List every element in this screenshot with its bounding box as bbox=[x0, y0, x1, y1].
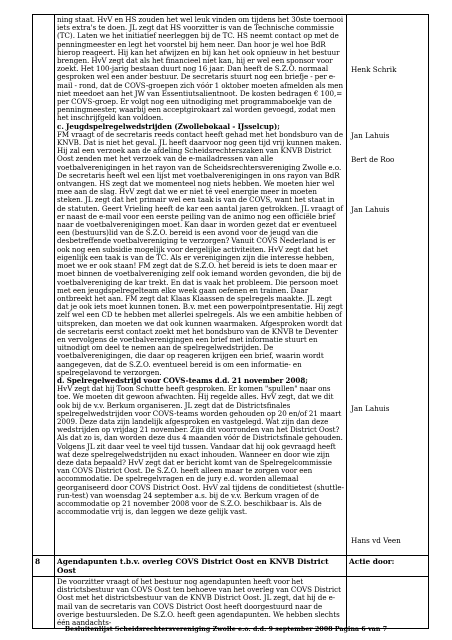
action-person: Jan Lahuis bbox=[351, 404, 390, 413]
item-text-cell bbox=[55, 15, 347, 556]
item-text-cell bbox=[55, 577, 347, 629]
action-cell bbox=[347, 577, 429, 629]
item-number-cell bbox=[33, 577, 55, 629]
action-header: Actie door: bbox=[347, 556, 429, 577]
action-person: Jan Lahuis bbox=[351, 205, 390, 214]
action-cell bbox=[347, 15, 429, 556]
paragraph-d: HvV zegt dat hij Toon Schutte heeft gesproken. Er komen "spullen" naar ons toe. We moeten dit gewoon afwachten. Hij regelde alles. HvV zegt, dat we dit ook bij de v.v. Berkum organiseren. JL zegt dat de Districtsfinales spelregelwedstrijden voor COVS-teams worden gehouden op 20 en/of 21 maart 2009. Deze data zijn landelijk afgesproken en vastgelegd. Wat zijn dan deze wedstrijden op vrijdag 21 november. Zijn dit voorronden van het District Oost? Als dat zo is, dan worden deze dus 4 maanden vóór de Districtsfinale gehouden. Volgens JL zit daar veel te veel tijd tussen. Vandaar dat hij ook gevraagd heeft wat deze spelregelwedstrijden nu exact inhouden. Wanneer en door wie zijn deze data bepaald? HvV zegt dat er bericht komt van de Spelregelcommissie van COVS District Oost. De S.Z.O. heeft alleen maar te zorgen voor een accommodatie. De spelregelvragen en de jury e.d. worden allemaal georganiseerd door COVS District Oost. HvV zal tijdens de conditietest (shuttle-run-test) van woensdag 24 september a.s. bij de v.v. Berkum vragen of de accommodatie op 21 november 2008 voor de S.Z.O. beschikbaar is. Als de accommodatie vrij is, dan leggen we deze gelijk vast. bbox=[57, 384, 345, 517]
minutes-page bbox=[32, 14, 428, 629]
action-person: Jan Lahuis bbox=[351, 131, 390, 140]
item-number: 8 bbox=[33, 556, 55, 577]
table-row-8-header bbox=[33, 556, 429, 577]
action-person: Henk Schrik bbox=[351, 65, 397, 74]
paragraph-c: FM vraagt of de secretaris reeds contact heeft gehad met het bondsburo van de KNVB. Dat is niet het geval. JL heeft daarvoor nog geen tijd vrij kunnen maken. Hij zal een verzoek aan de afdeling Scheidsrechterszaken van KNVB District Oost zenden met het verzoek van de e-mailadressen van alle voetbalverenigingen in het rayon van de Scheidsrechtersvereniging Zwolle e.o. De secretaris heeft wel een lijst met voetbalverenigingen in ons rayon van BdR ontvangen. HS zegt dat we momenteel nog niets hebben. We moeten hier wel mee aan de slag. HvV zegt dat we er niet té veel energie meer in moeten steken. JL zegt dat het primair wel een taak is van de COVS, want het staat in de statuten. Geert Vrieling heeft de kar een aantal jaren getrokken. JL vraagt of er naast de e-mail voor een eerste peiling van de animo nog een officiële brief naar de voetbalverenigingen moet. Kan daar in worden gezet dat er eventueel een (bestuurs)lid van de S.Z.O. bereid is een avond voor de jeugd van die desbetreffende voetbalvereniging te verzorgen? Vanuit COVS Nederland is er ook nog een subsidie mogelijk voor dergelijke activiteiten. HvV zegt dat het eigenlijk een taak is van de TC. Als er verenigingen zijn die interesse hebben, moet we er ook staan! FM zegt dat de S.Z.O. het bereid is iets te doen maar er moet binnen de voetbalvereniging zelf ook iemand worden gevonden, die bij de voetbalvereniging de kar trekt. En dat is vaak het probleem. Die persoon moet met een jeugdspelregelteam elke week gaan oefenen en trainen. Daar ontbreekt het aan. FM zegt dat Klaas Klaassen de spelregels maakte. JL zegt dat je ook iets moet kunnen tonen. B.v. met een powerpointpresentatie. Hij zegt zelf wel een CD te hebben met allerlei spelregels. Als we een ambitie hebben of uitspreken, dan moeten we dat ook kunnen waarmaken. Afgesproken wordt dat de secretaris eerst contact zoekt met het bondsburo van de KNVB te Deventer en vervolgens de voetbalverenigingen een brief met informatie stuurt en uitnodigt om deel te nemen aan de spelregelwedstrijden. De voetbalverenigingen, die daar op reageren krijgen een brief, waarin wordt aangegeven, dat de S.Z.O. eventueel bereid is om een informatie- en spelregelavond te verzorgen. bbox=[57, 129, 344, 377]
table-row-7 bbox=[33, 15, 429, 556]
action-person: Hans vd Veen bbox=[351, 536, 401, 545]
item-title: Agendapunten t.b.v. overleg COVS District Oost en KNVB District Oost bbox=[55, 556, 347, 577]
action-person: Bert de Roo bbox=[351, 155, 395, 164]
minutes-table bbox=[32, 14, 429, 629]
item-number-cell bbox=[33, 15, 55, 556]
section-c-title: c. Jeugdspelregelwedstrijden (Zwollebokaal - IJsselcup); bbox=[57, 121, 280, 131]
paragraph-row8: De voorzitter vraagt of het bestuur nog agendapunten heeft voor het districtsbestuur van COVS Oost ten behoeve van het overleg van COVS District Oost met het districtsbestuur van de KNVB District Oost. JL zegt, dat hij de e-mail van de secretaris van COVS District Oost heeft doorgestuurd naar de overige bestuursleden. De S.Z.O. heeft geen agendapunten. We hebben slechts één aandachts- bbox=[57, 577, 342, 628]
paragraph-top: ning staat. HvV en HS zouden het wel leuk vinden om tijdens het 30ste toernooi iets extra's te doen. JL zegt dat HS voorzitter is van de Technische commissie (TC). Laten we het initiatief neerleggen bij de TC. HS neemt contact op met de penningmeester en legt het voorstel bij hem neer. Dan hoor je wel hoe BdR hierop reageert. Hij kan het afwijzen en bij kan het ook opnieuw in het bestuur brengen. HvV zegt dat als het financieel niet kan, hij er wel een sponsor voor zoekt. Het 100-jarig bestaan duurt nog 16 jaar. Dan heeft de S.Z.O. normaal gesproken wel een ander bestuur. De secretaris stuurt nog een briefje - per e-mail - rond, dat de COVS-groepen zich vóór 1 oktober moeten afmelden als men niet meedoet aan het JW van Essentiutsalientnoot. De kosten bedragen € 100,= per COVS-groep. Er volgt nog een uitnodiging met programmaboekje van de penningmeester, waarbij een acceptgirokaart zal worden gevoegd, zodat men het inschrijfgeld kan voldoen. bbox=[57, 15, 344, 123]
section-d-title: d. Spelregelwedstrijd voor COVS-teams d.d. 21 november 2008; bbox=[57, 375, 308, 385]
page-footer: Besluitenlijst Scheidsrechtersvereniging Zwolle e.o. d.d. 9 september 2008 Pagina 6 van 7 bbox=[64, 626, 388, 633]
table-row-8-body bbox=[33, 577, 429, 629]
